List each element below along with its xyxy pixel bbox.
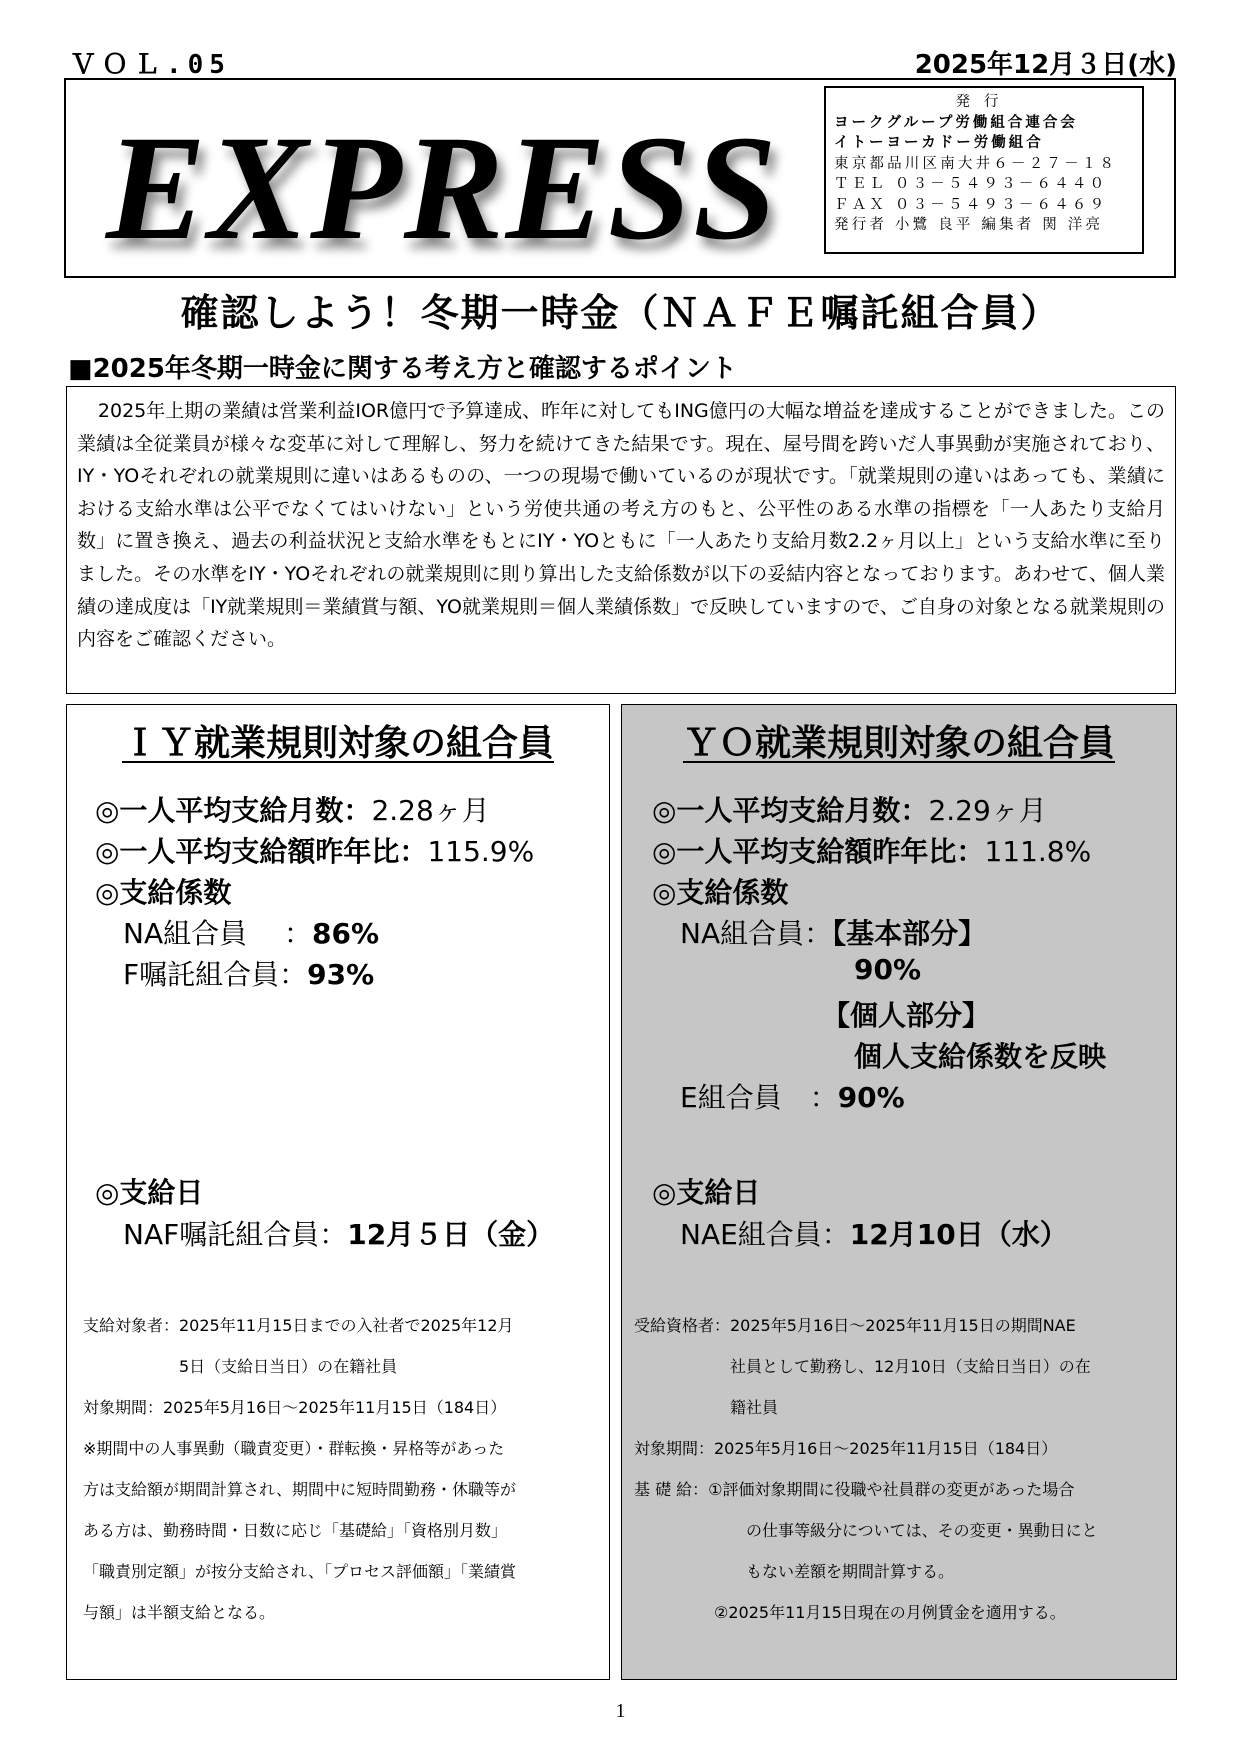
publisher-tel: ＴＥＬ ０３－５４９３－６４４０ <box>834 176 1108 192</box>
publisher-staff: 発行者 小鷺 良平 編集者 関 洋亮 <box>834 217 1104 233</box>
iy-notes: 支給対象者：2025年11月15日までの入社者で2025年12月 5日（支給日当日）の在籍社員 対象期間：2025年5月16日～2025年11月15日（184日） ※期間中の人事異動（職責変更）・群転換・昇格等があった 方は支給額が期間計算され、期間中に短時間勤務・休職等が ある方は、勤務時間・日数に応じ「基礎給」「資格別月数」 「職責別定額」が按分支給され、「プロセス評価額」「業績賞 与額」は半額支給となる。 <box>83 1316 516 1622</box>
volume-number: ＶＯＬ.05 <box>70 50 231 80</box>
yo-basic-value: 90% <box>854 953 922 986</box>
section-subhead: ■2025年冬期一時金に関する考え方と確認するポイント <box>68 354 737 384</box>
iy-coef-label: ◎支給係数 <box>95 876 232 909</box>
express-logo: EXPRESS <box>106 105 779 271</box>
yo-months: ◎一人平均支給月数：2.29ヶ月 <box>652 794 1047 827</box>
intro-paragraph: 2025年上期の業績は営業利益IOR億円で予算達成、昨年に対してもING億円の大幅な増益を達成することができました。この業績は全従業員が様々な変革に対して理解し、努力を続けてきた結果です。現在、屋号間を跨いだ人事異動が実施されており、IY・YOそれぞれの就業規則に違いはあるものの、一つの現場で働いているのが現状です。「就業規則の違いはあっても、業績における支給水準は公平でなくてはいけない」という労使共通の考え方のもと、公平性のある水準の指標を「一人あたり支給月数」に置き換え、過去の利益状況と支給水準をもとにIY・YOともに「一人あたり支給月数2.2ヶ月以上」という支給水準に至りました。その水準をIY・YOそれぞれの就業規則に則り算出した支給係数が以下の妥結内容となっております。あわせて、個人業績の達成度は「IY就業規則＝業績賞与額、YO就業規則＝個人業績係数」で反映していますので、ご自身の対象となる就業規則の内容をご確認ください。 <box>66 386 1176 694</box>
iy-payday: NAF嘱託組合員：12月５日（金） <box>123 1218 555 1251</box>
yo-ratio: ◎一人平均支給額昨年比：111.8% <box>652 835 1092 868</box>
yo-payday: NAE組合員：12月10日（水） <box>680 1218 1068 1251</box>
iy-column-title: ＩＹ就業規則対象の組合員 <box>121 723 554 764</box>
iy-na-coef: NA組合員 ：86% <box>123 917 380 950</box>
publisher-fax: ＦＡＸ ０３－５４９３－６４６９ <box>834 196 1108 213</box>
yo-column <box>621 704 1177 1680</box>
headline: 確認しよう！冬期一時金（ＮＡＦＥ嘱託組合員） <box>180 291 1061 335</box>
publisher-org-2: イトーヨーカドー労働組合 <box>834 135 1044 151</box>
yo-coef-label: ◎支給係数 <box>652 876 789 909</box>
yo-personal-value: 個人支給係数を反映 <box>854 1040 1107 1073</box>
publisher-box <box>824 86 1144 254</box>
yo-notes: 受給資格者：2025年5月16日～2025年11月15日の期間NAE 社員として勤務し、12月10日（支給日当日）の在 籍社員 対象期間：2025年5月16日～2025年11月15日（184日） 基 礎 給：①評価対象期間に役職や社員群の変更があった場合 の仕事等級分については、その変更・異動日にと もない差額を期間計算する。 ②2025年11月15日現在の月例賃金を適用する。 <box>634 1316 1098 1622</box>
yo-column-title: ＹＯ就業規則対象の組合員 <box>682 723 1115 764</box>
page-number: 1 <box>615 1700 626 1722</box>
yo-personal-label: 【個人部分】 <box>822 999 991 1032</box>
iy-f-coef: F嘱託組合員：93% <box>123 958 375 991</box>
iy-payday-label: ◎支給日 <box>95 1176 204 1209</box>
yo-na-coef: NA組合員：【基本部分】 <box>680 917 987 950</box>
issue-date: 2025年12月３日(水) <box>914 50 1177 80</box>
publisher-address: 東京都品川区南大井６－２７－１８ <box>834 155 1118 172</box>
yo-e-coef: E組合員 ：90% <box>680 1081 905 1114</box>
publisher-org-1: ヨークグループ労働組合連合会 <box>834 114 1078 131</box>
publisher-label: 発行 <box>955 94 1013 110</box>
yo-payday-label: ◎支給日 <box>652 1176 761 1209</box>
iy-months: ◎一人平均支給月数：2.28ヶ月 <box>95 794 490 827</box>
iy-ratio: ◎一人平均支給額昨年比：115.9% <box>95 835 535 868</box>
masthead <box>64 78 1176 278</box>
iy-column <box>66 704 610 1680</box>
